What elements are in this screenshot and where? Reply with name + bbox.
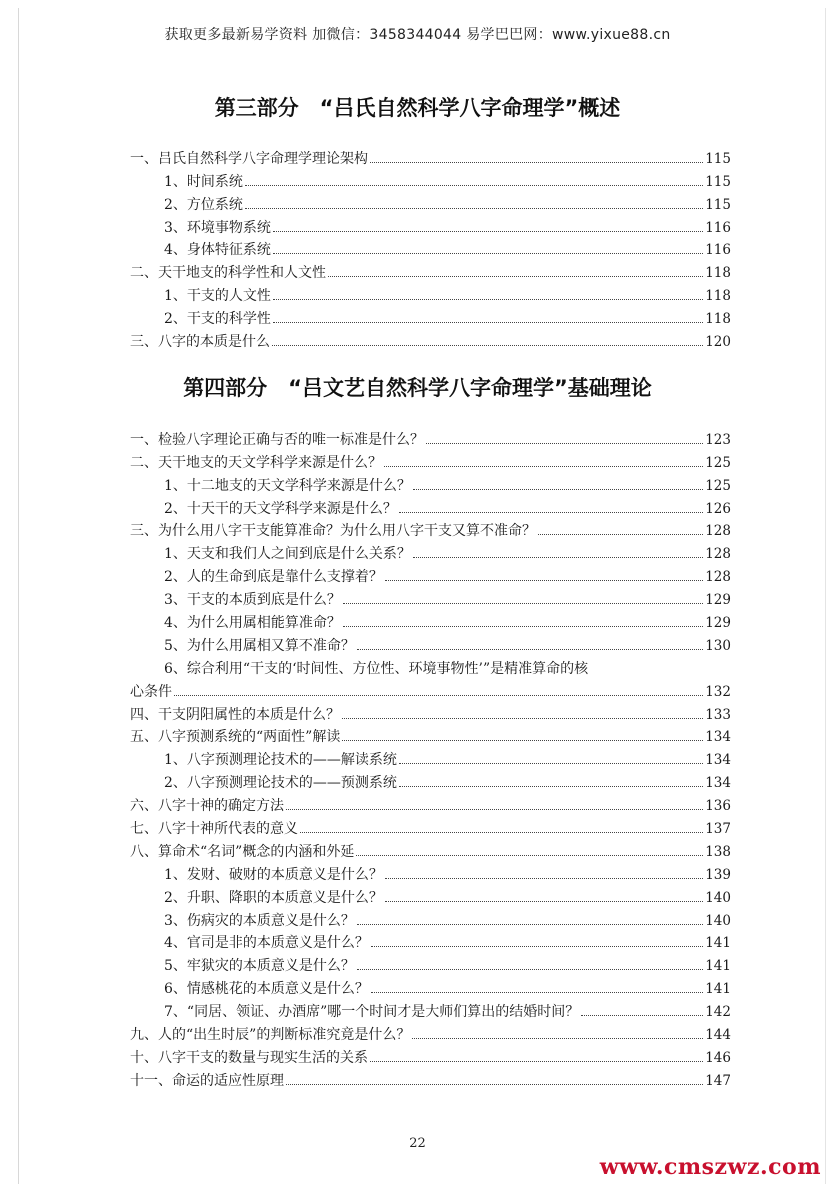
toc-entry (130, 654, 731, 677)
toc-entry-title: 1、发财、破财的本质意义是什么？ (164, 866, 383, 883)
toc-entry (130, 677, 731, 700)
toc-leader-dots (413, 489, 703, 490)
toc-leader-dots (273, 322, 703, 323)
toc-entry-title: 2、人的生命到底是靠什么支撑着？ (164, 569, 383, 586)
toc-leader-dots (412, 1038, 703, 1039)
toc-entry-title: 三、为什么用八字干支能算准命？为什么用八字干支又算不准命？ (130, 523, 536, 540)
toc-leader-dots (273, 253, 703, 254)
toc-entry (130, 448, 731, 471)
toc-entry-title: 十、八字干支的数量与现实生活的关系 (130, 1049, 368, 1066)
toc-leader-dots (385, 878, 703, 879)
toc-entry (130, 837, 731, 860)
toc-entry-title: 1、干支的人文性 (164, 288, 271, 305)
toc-leader-dots (581, 1015, 703, 1016)
toc-entry (130, 631, 731, 654)
toc-leader-dots (286, 1084, 703, 1085)
toc-entry (130, 167, 731, 190)
part4-toc (130, 425, 731, 1089)
toc-leader-dots (342, 740, 703, 741)
toc-entry-page: 132 (705, 683, 731, 700)
toc-leader-dots (357, 649, 703, 650)
part3-toc (130, 144, 731, 350)
toc-entry-page: 126 (705, 500, 731, 517)
toc-entry-page: 142 (705, 1004, 731, 1021)
toc-leader-dots (343, 626, 703, 627)
toc-entry-title: 四、干支阴阳属性的本质是什么？ (130, 706, 340, 723)
toc-entry (130, 768, 731, 791)
toc-entry-page: 137 (705, 821, 731, 838)
watermark: www.cmszwz.com (599, 1154, 821, 1180)
toc-leader-dots (385, 901, 703, 902)
toc-entry-title: 3、伤病灾的本质意义是什么？ (164, 912, 355, 929)
toc-entry-title: 3、干支的本质到底是什么？ (164, 592, 341, 609)
toc-entry-page: 115 (705, 173, 731, 190)
toc-entry (130, 1066, 731, 1089)
toc-leader-dots (286, 809, 703, 810)
toc-entry-title: 5、为什么用属相又算不准命？ (164, 637, 355, 654)
toc-entry-title: 一、吕氏自然科学八字命理学理论架构 (130, 150, 368, 167)
toc-entry-title: 八、算命术“名词”概念的内涵和外延 (130, 843, 355, 860)
toc-entry-title: 2、升职、降职的本质意义是什么？ (164, 889, 383, 906)
toc-entry-title: 2、八字预测理论技术的——预测系统 (164, 775, 397, 792)
toc-entry-title: 十一、命运的适应性原理 (130, 1072, 284, 1089)
toc-entry (130, 539, 731, 562)
toc-entry (130, 951, 731, 974)
toc-entry (130, 190, 731, 213)
toc-leader-dots (328, 276, 703, 277)
toc-entry-title: 一、检验八字理论正确与否的唯一标准是什么？ (130, 431, 424, 448)
toc-entry-title: 五、八字预测系统的“两面性”解读 (130, 729, 341, 746)
toc-entry-page: 141 (705, 958, 731, 975)
toc-entry-page: 118 (705, 288, 731, 305)
toc-leader-dots (384, 466, 703, 467)
page-header: 获取更多最新易学资料 加微信：3458344044 易学巴巴网：www.yixue88.cn (164, 27, 671, 43)
toc-leader-dots (385, 580, 703, 581)
part3-title: 第三部分 “吕氏自然科学八字命理学”概述 (214, 96, 621, 120)
toc-entry-page: 128 (705, 546, 731, 563)
toc-entry-page: 139 (705, 866, 731, 883)
toc-leader-dots (399, 512, 703, 513)
toc-entry (130, 213, 731, 236)
toc-entry (130, 1043, 731, 1066)
toc-entry-title: 二、天干地支的天文学科学来源是什么？ (130, 454, 382, 471)
toc-entry-title: 1、八字预测理论技术的——解读系统 (164, 752, 397, 769)
toc-leader-dots (370, 162, 703, 163)
toc-entry (130, 517, 731, 540)
toc-entry-page: 140 (705, 912, 731, 929)
toc-entry-page: 128 (705, 523, 731, 540)
toc-entry-page: 134 (705, 775, 731, 792)
toc-leader-dots (371, 992, 703, 993)
toc-entry-title: 心条件 (130, 683, 172, 700)
toc-entry (130, 281, 731, 304)
toc-entry (130, 425, 731, 448)
toc-entry-page: 147 (705, 1072, 731, 1089)
toc-leader-dots (370, 1061, 703, 1062)
toc-entry-page: 115 (705, 150, 731, 167)
toc-leader-dots (399, 763, 703, 764)
toc-entry-title: 七、八字十神所代表的意义 (130, 821, 298, 838)
toc-entry (130, 883, 731, 906)
toc-entry-page: 128 (705, 569, 731, 586)
toc-entry (130, 929, 731, 952)
toc-entry (130, 562, 731, 585)
toc-entry (130, 906, 731, 929)
toc-entry (130, 304, 731, 327)
toc-entry-page: 133 (705, 706, 731, 723)
toc-entry-page: 136 (705, 798, 731, 815)
toc-leader-dots (174, 695, 703, 696)
toc-entry (130, 723, 731, 746)
toc-entry-title: 4、身体特征系统 (164, 242, 271, 259)
toc-leader-dots (357, 924, 703, 925)
toc-entry-page: 129 (705, 615, 731, 632)
toc-entry-title: 2、方位系统 (164, 196, 243, 213)
toc-entry (130, 791, 731, 814)
toc-leader-dots (343, 603, 703, 604)
toc-entry-page: 125 (705, 454, 731, 471)
toc-entry (130, 258, 731, 281)
toc-entry (130, 974, 731, 997)
toc-entry-page: 123 (705, 431, 731, 448)
toc-entry-title: 4、官司是非的本质意义是什么？ (164, 935, 369, 952)
toc-leader-dots (538, 534, 703, 535)
toc-entry-page: 118 (705, 265, 731, 282)
toc-entry (130, 236, 731, 259)
toc-leader-dots (356, 855, 703, 856)
toc-entry-page: 141 (705, 935, 731, 952)
toc-leader-dots (300, 832, 703, 833)
toc-leader-dots (245, 208, 703, 209)
toc-entry-page: 120 (705, 334, 731, 351)
toc-leader-dots (245, 185, 703, 186)
toc-entry (130, 745, 731, 768)
toc-entry (130, 608, 731, 631)
toc-entry (130, 997, 731, 1020)
toc-entry-title: 1、十二地支的天文学科学来源是什么？ (164, 477, 411, 494)
toc-entry-title: 6、情感桃花的本质意义是什么？ (164, 981, 369, 998)
toc-entry (130, 494, 731, 517)
toc-entry-title: 4、为什么用属相能算准命？ (164, 615, 341, 632)
toc-entry-title: 1、天支和我们人之间到底是什么关系？ (164, 546, 411, 563)
page-number: 22 (409, 1136, 426, 1151)
toc-entry (130, 700, 731, 723)
toc-leader-dots (273, 299, 703, 300)
toc-entry-page: 146 (705, 1049, 731, 1066)
toc-entry-title: 6、综合利用“干支的‘时间性、方位性、环境事物性’”是精准算命的核 (164, 660, 589, 677)
toc-entry-page: 118 (705, 311, 731, 328)
toc-entry (130, 585, 731, 608)
toc-entry (130, 144, 731, 167)
toc-entry-page: 129 (705, 592, 731, 609)
toc-entry-title: 2、干支的科学性 (164, 311, 271, 328)
toc-entry-page: 134 (705, 752, 731, 769)
toc-leader-dots (371, 946, 703, 947)
toc-entry (130, 814, 731, 837)
toc-entry-page: 140 (705, 889, 731, 906)
toc-entry-page: 138 (705, 843, 731, 860)
toc-leader-dots (426, 443, 703, 444)
toc-leader-dots (413, 557, 703, 558)
toc-entry (130, 471, 731, 494)
toc-entry-title: 三、八字的本质是什么 (130, 334, 270, 351)
toc-leader-dots (273, 231, 703, 232)
toc-leader-dots (272, 345, 703, 346)
toc-leader-dots (399, 786, 703, 787)
toc-entry-page: 130 (705, 637, 731, 654)
toc-entry-page: 116 (705, 219, 731, 236)
toc-entry (130, 1020, 731, 1043)
toc-entry-page: 116 (705, 242, 731, 259)
toc-entry-title: 九、人的“出生时辰”的判断标准究竟是什么？ (130, 1027, 411, 1044)
part4-title: 第四部分 “吕文艺自然科学八字命理学”基础理论 (183, 376, 652, 400)
toc-entry-title: 2、十天干的天文学科学来源是什么？ (164, 500, 397, 517)
toc-entry-title: 六、八字十神的确定方法 (130, 798, 284, 815)
toc-entry (130, 860, 731, 883)
toc-entry-title: 1、时间系统 (164, 173, 243, 190)
toc-entry-title: 3、环境事物系统 (164, 219, 271, 236)
toc-entry-title: 5、牢狱灾的本质意义是什么？ (164, 958, 355, 975)
toc-leader-dots (357, 969, 703, 970)
toc-entry-page: 125 (705, 477, 731, 494)
toc-entry (130, 327, 731, 350)
toc-entry-title: 二、天干地支的科学性和人文性 (130, 265, 326, 282)
toc-leader-dots (342, 718, 703, 719)
toc-entry-page: 144 (705, 1027, 731, 1044)
toc-entry-page: 115 (705, 196, 731, 213)
toc-entry-page: 141 (705, 981, 731, 998)
toc-entry-page: 134 (705, 729, 731, 746)
toc-entry-title: 7、“同居、领证、办酒席”哪一个时间才是大师们算出的结婚时间？ (164, 1004, 580, 1021)
